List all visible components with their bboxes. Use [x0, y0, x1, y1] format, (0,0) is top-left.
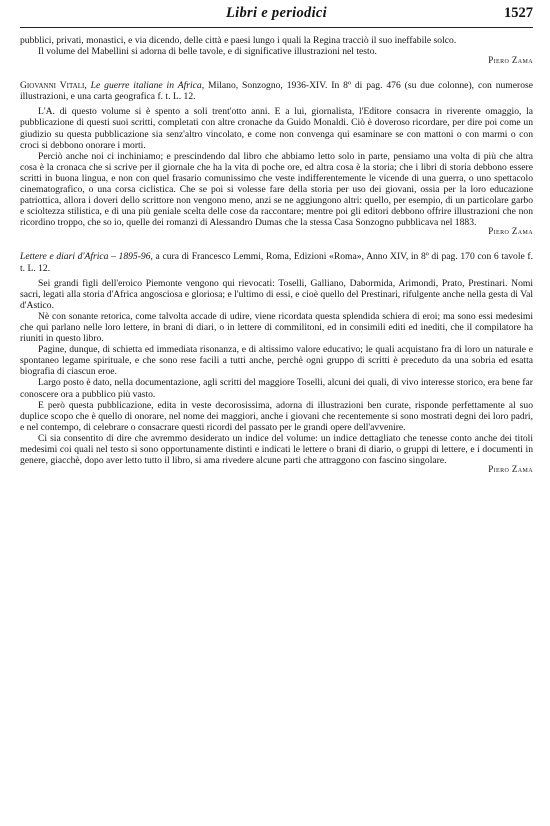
paragraph: pubblici, privati, monastici, e via dicendo, delle città e paesi lungo i quali la Regina tracciò il suo ineffabile solco.	[20, 35, 457, 46]
book-citation	[20, 80, 533, 102]
review-lettere-diari	[20, 251, 533, 475]
review-vitali	[20, 80, 533, 237]
reviewer-signature: Piero Zama	[488, 55, 533, 66]
paragraph: Sei grandi figli dell'eroico Piemonte vengono qui rievocati: Toselli, Galliano, Dabormida, Arimondi, Prato, Prestinari. Nomi sacri, legati alla storia d'Africa angosciosa e gloriosa; e l'ultimo di essi, e cioè quello del Prestinari, rifulgente anche nella gesta di Val d'Astico.	[20, 277, 533, 311]
previous-review-tail	[20, 35, 533, 66]
paragraph: Pagine, dunque, di schietta ed immediata risonanza, e di altissimo valore educativo; le quali acquistano fra di loro un naturale e spontaneo legame spirituale, e che sono rese facili a tutti anche, perchè ogni gruppo di scritti è preceduto da una sobria ed esatta biografia di ciascun eroe.	[20, 344, 533, 378]
book-title: Lettere e diari d'Africa – 1895-96,	[20, 251, 153, 263]
paragraph: E però questa pubblicazione, edita in veste decorosissima, adorna di illustrazioni ben curate, risponde perfettamente al suo duplice scopo che è quello di onorare, nel nome dei maggiori, anche i giovani che recentemente si sono mostrati degni dei loro padri, e nel contempo, di celebrare o consacrare questi ricordi del passato per le grandi opere dell'avvenire.	[20, 399, 533, 433]
page-number: 1527	[504, 5, 533, 21]
book-citation	[20, 251, 533, 273]
paragraph: Ci sia consentito di dire che avremmo desiderato un indice del volume: un indice dettagliato che tenesse conto anche dei titoli medesimi coi quali nel testo si sono opportunamente distinti e indicati le lettere o brani di diario, o gruppi di lettere, e i documenti in genere, giacchè, dopo aver letto tutto il libro, si ama rivedere alcune parti che attraggono con fascino singolare.	[20, 432, 533, 467]
paragraph: Il volume del Mabellini si adorna di belle tavole, e di significative illustrazioni nel testo.	[38, 46, 377, 58]
paragraph: L'A. di questo volume si è spento a soli trent'otto anni. E a lui, giornalista, l'Editore consacra in riverente omaggio, la pubblicazione di questi suoi scritti, completati con altre cronache da Guido Monaldi. Ciò è doveroso ricordare, per dire poi come un giudizio su questa pubblicazione sia senz'altro vincolato, e come non convenga qui esaminare se con mattoni o con marmi o con croci si debbono onorare i morti.	[20, 106, 533, 151]
header-rule	[20, 27, 533, 28]
running-title: Libri e periodici	[226, 5, 327, 21]
book-author: Giovanni Vitali,	[20, 80, 87, 92]
book-details: Milano, Sonzogno, 1936-XIV. In 8º di pag. 476 (su due colonne), con numerose illustrazioni, e una carta geografica f. t. L. 12.	[20, 80, 534, 103]
reviewer-signature: Piero Zama	[488, 226, 533, 237]
paragraph: Nè con sonante retorica, come talvolta accade di udire, viene ricordata questa splendida schiera di eroi; ma sono essi medesimi che qui parlano nelle loro lettere, in brani di diari, o in lettere di commilitoni, ed in consimili editi ed inediti, che il compilatore ha riuniti in questo libro.	[20, 310, 533, 345]
reviewer-signature: Piero Zama	[488, 464, 533, 475]
book-title: Le guerre italiane in Africa,	[90, 80, 205, 92]
book-details: a cura di Francesco Lemmi, Roma, Edizioni «Roma», Anno XIV, in 8º di pag. 170 con 6 tavole f. t. L. 12.	[20, 251, 533, 274]
paragraph: Perciò anche noi ci inchiniamo; e prescindendo dal libro che abbiamo letto solo in parte, pensiamo una volta di più che altra cosa è la cronaca che si scrive per il giornale che ha la vita di poche ore, ed altra cosa è la storia; che i libri di storia debbono essere scritti in buona lingua, e non con quel frasario comunissimo che veste indifferentemente le vicende di una guerra, o uno spettacolo cinematografico, o una corsa ciclistica. Che se poi si volesse fare della storia per uso dei giovani, ossia per la loro educazione patriottica, allora i doveri dello scrittore non vengono meno, anzi se ne aggiungono altri: quello, per esempio, di un particolare garbo e scioltezza stilistica, e di una più geniale scelta delle cose da raccontare; mentre poi gli editori debbono offrire illustrazioni che non ricordino troppo, che so io, quelle dei romanzi di Alessandro Dumas che la stessa Casa Sonzogno pubblicava nel 1883.	[20, 150, 533, 229]
paragraph: Largo posto è dato, nella documentazione, agli scritti del maggiore Toselli, alcuni dei quali, di vivo interesse storico, era bene far conoscere ora a pubblico più vasto.	[20, 377, 533, 400]
running-header	[20, 0, 533, 30]
